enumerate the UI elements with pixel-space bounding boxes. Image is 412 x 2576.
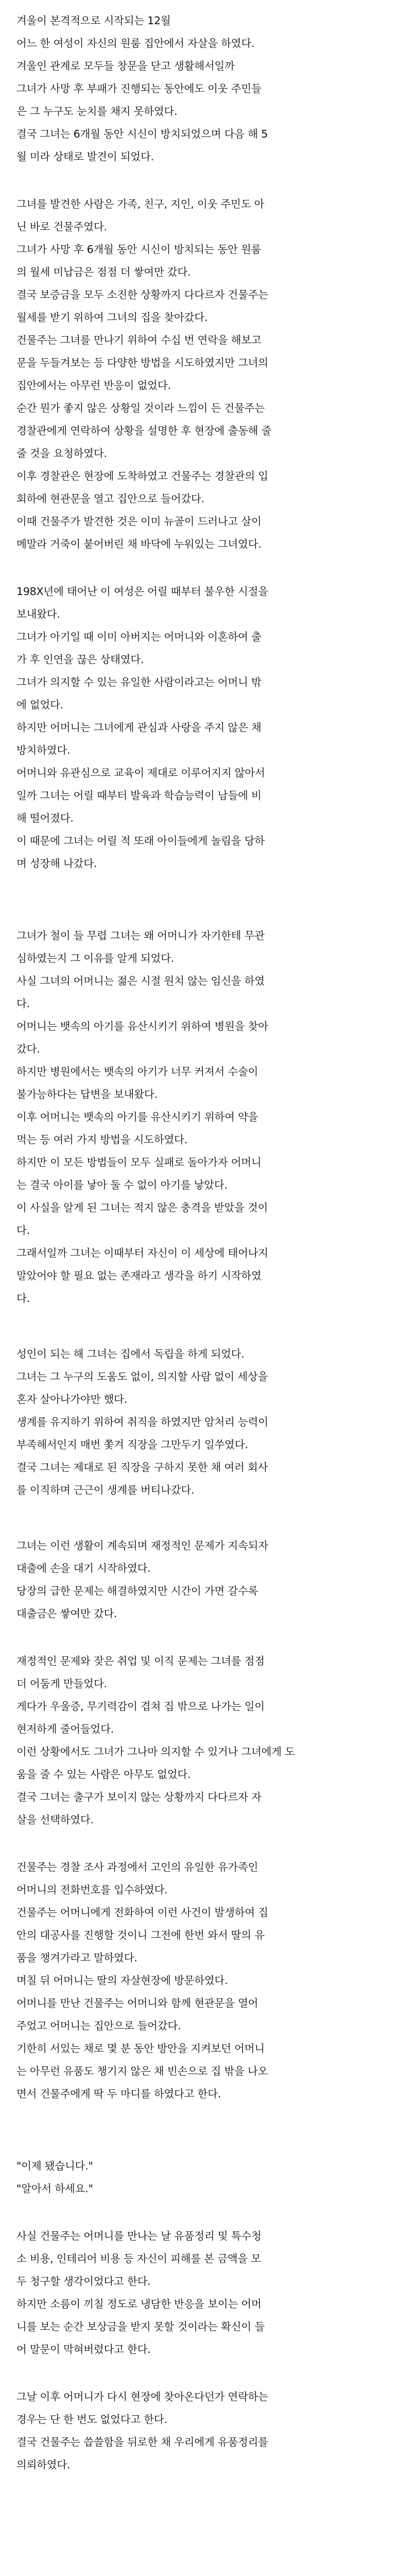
text-line: 198X년에 태어난 이 여성은 어릴 때부터 불우한 시절을 [16,585,268,598]
text-line: 부족해서인지 매번 쫓겨 직장을 그만두기 일쑤였다. [16,1438,248,1451]
article-body [16,9,398,2476]
text-line: 다. [16,1224,30,1236]
paragraph [16,924,398,1310]
text-line: 그녀가 의지할 수 있는 유일한 사람이라고는 어머니 밖 [16,676,262,688]
text-line: 그녀가 사망 후 6개월 동안 시신이 방치되는 동안 원룸 [16,243,262,256]
text-line: 안의 대공사를 진행할 것이니 그전에 한번 와서 딸의 유 [16,1929,265,1941]
paragraph [16,580,398,875]
text-line: 말았어야 할 필요 없는 존재라고 생각을 하기 시작하였 [16,1269,262,1282]
text-line: 하지만 병원에서는 뱃속의 아기가 너무 커져서 수술이 [16,1065,259,1078]
text-line: 며 성장해 나갔다. [16,857,97,870]
text-line: 어 말문이 막혀버렸다고 한다. [16,2343,151,2355]
paragraph-gap [16,2105,398,2155]
text-line: 어머니를 만난 건물주는 어머니와 함께 현관문을 열어 [16,1997,259,2009]
text-line: 기한히 서있는 채로 몇 분 동안 방안을 지켜보던 어머니 [16,2042,265,2055]
text-line: 불가능하다는 답변을 보내왔다. [16,1088,158,1100]
text-line: 어머니는 뱃속의 아기를 유산시키기 위하여 병원을 찾아 [16,1020,268,1032]
text-line: 집안에서는 아무런 반응이 없었다. [16,379,171,392]
paragraph [16,2385,398,2476]
text-line: 는 아무런 유품도 챙기지 않은 채 빈손으로 집 밖을 나오 [16,2065,268,2077]
paragraph [16,2225,398,2361]
text-line: 대출에 손을 대기 시작하였다. [16,1562,151,1574]
text-line: 그래서일까 그녀는 이때부터 자신이 이 세상에 태어나지 [16,1247,268,1259]
paragraph [16,1856,398,2105]
text-line: 어머니의 전화번호를 입수하였다. [16,1884,168,1896]
text-line: 이 사실을 알게 된 그녀는 적지 않은 충격을 받았을 것이 [16,1201,268,1214]
text-line: 일까 그녀는 어릴 때부터 발육과 학습능력이 남들에 비 [16,789,262,802]
text-line: 살을 선택하였다. [16,1814,94,1826]
text-line: 이후 경찰관은 현장에 도착하였고 건물주는 경찰관의 입 [16,470,268,482]
text-line: 의뢰하였다. [16,2459,71,2471]
text-line: 월세를 받기 위하여 그녀의 집을 찾아갔다. [16,311,208,324]
text-line: 게다가 우울증, 무기력감이 겹쳐 집 밖으로 나가는 일이 [16,1700,265,1713]
text-line: 현저하게 줄어들었다. [16,1723,114,1735]
text-line: 사실 그녀의 어머니는 젊은 시절 원치 않는 임신을 하였 [16,975,265,987]
paragraph [16,9,398,168]
text-line: 그날 이후 어머니가 다시 현장에 찾아온다던가 연락하는 [16,2391,268,2403]
text-line: 심하였는지 그 이유를 알게 되었다. [16,952,175,964]
text-line: 그녀를 발견한 사람은 가족, 친구, 지인, 이웃 주민도 아 [16,198,265,210]
text-line: 겨울이 본격적으로 시작되는 12월 [16,14,171,27]
paragraph [16,1343,398,1501]
paragraph-gap [16,168,398,193]
paragraph-gap [16,875,398,924]
text-line: 하지만 소름이 끼칠 정도로 냉담한 반응을 보이는 어머 [16,2298,262,2310]
text-line: 건물주는 경찰 조사 과정에서 고인의 유일한 유가족인 [16,1861,259,1873]
text-line: 줄 것을 요청하였다. [16,447,107,460]
text-line: 이후 어머니는 뱃속의 아기를 유산시키기 위하여 약을 [16,1111,259,1123]
text-line: "알아서 하세요." [16,2182,93,2195]
paragraph-gap [16,2200,398,2225]
text-line: 니를 보는 순간 보상금을 받지 못할 것이라는 확신이 들 [16,2320,265,2333]
text-line: 먹는 등 여러 가지 방법을 시도하였다. [16,1133,187,1146]
text-line: 면서 건물주에게 딱 두 마디를 하였다고 한다. [16,2088,221,2100]
text-line: 성인이 되는 해 그녀는 집에서 독립을 하게 되었다. [16,1348,245,1360]
text-line: 이런 상황에서도 그녀가 그나마 의지할 수 있거나 그녀에게 도 [16,1745,295,1758]
text-line: 움을 줄 수 있는 사람은 아무도 없었다. [16,1768,191,1781]
text-line: 닌 바로 건물주였다. [16,221,107,233]
text-line: 품을 챙겨가라고 말하였다. [16,1952,138,1964]
paragraph-gap [16,1501,398,1534]
text-line: 두 청구할 생각이었다고 한다. [16,2275,151,2287]
text-line: 다. [16,1292,30,1304]
paragraph-gap [16,1310,398,1343]
text-line: 방치하였다. [16,744,71,756]
text-line: 혼자 살아나가야만 했다. [16,1393,127,1405]
text-line: 생계를 유지하기 위하여 취직을 하였지만 암처리 능력이 [16,1416,268,1428]
paragraph-gap [16,1625,398,1650]
text-line: 회하에 현관문을 열고 집안으로 들어갔다. [16,493,204,505]
text-line: 그녀가 사망 후 부패가 진행되는 동안에도 이웃 주민들 [16,82,262,95]
text-line: 대출금은 쌓여만 갔다. [16,1607,117,1620]
paragraph-gap [16,555,398,580]
text-line: 를 이직하며 근근이 생계를 버티나갔다. [16,1484,195,1496]
text-line: 그녀가 철이 들 무렵 그녀는 왜 어머니가 자기한테 무관 [16,929,265,942]
text-line: 갔다. [16,1043,40,1055]
text-line: 결국 보증금을 모두 소진한 상황까지 다다르자 건물주는 [16,289,268,301]
text-line: 어느 한 여성이 자신의 원룸 집안에서 자살을 하였다. [16,37,255,49]
text-line: 문을 두들겨보는 등 다양한 방법을 시도하였지만 그녀의 [16,357,268,369]
text-line: 는 결국 아이를 낳아 둘 수 없이 아기를 낳았다. [16,1179,228,1191]
text-line: 어머니와 유관심으로 교육이 제대로 이루어지지 않아서 [16,767,265,779]
paragraph [16,2155,398,2200]
text-line: 메말라 거죽이 붙어버린 채 바닥에 누워있는 그녀였다. [16,538,262,550]
text-line: 당장의 급한 문제는 해결하였지만 시간이 가면 갈수록 [16,1585,259,1597]
text-line: 더 어둠게 만들었다. [16,1677,107,1690]
text-line: 에 없었다. [16,699,64,711]
text-line: 해 떨어졌다. [16,812,74,824]
text-line: "이제 됐습니다." [16,2160,93,2172]
text-line: 주었고 어머니는 집안으로 들어갔다. [16,2020,181,2032]
text-line: 은 그 누구도 눈치를 채지 못하였다. [16,105,178,117]
text-line: 결국 건물주는 씁쓸함을 뒤로한 채 우리에게 유품정리를 [16,2436,268,2448]
paragraph [16,1650,398,1831]
paragraph-gap [16,1831,398,1856]
text-line: 건물주는 어머니에게 전화하여 이런 사건이 발생하여 집 [16,1906,268,1919]
text-line: 경우는 단 한 번도 없었다고 한다. [16,2413,167,2426]
paragraph-gap [16,2361,398,2385]
text-line: 결국 그녀는 출구가 보이지 않는 상황까지 다다르자 자 [16,1791,262,1803]
text-line: 이 때문에 그녀는 어릴 적 또래 아이들에게 놀림을 당하 [16,835,265,847]
text-line: 결국 그녀는 6개월 동안 시신이 방치되었으며 다음 해 5 [16,128,268,140]
text-line: 그녀는 그 누구의 도움도 없이, 의지할 사람 없이 세상을 [16,1370,268,1383]
paragraph [16,193,398,555]
paragraph [16,1534,398,1625]
text-line: 그녀는 이런 생활이 계속되며 재정적인 문제가 지속되자 [16,1539,268,1552]
text-line: 경찰관에게 연락하여 상황을 설명한 후 현장에 출동해 줄 [16,425,272,437]
text-line: 건물주는 그녀를 만나기 위하여 수십 번 연락을 해보고 [16,334,262,346]
text-line: 하지만 이 모든 방법들이 모두 실패로 돌아가자 어머니 [16,1156,262,1168]
text-line: 며칠 뒤 어머니는 딸의 자살현장에 방문하였다. [16,1974,228,1987]
text-line: 가 후 인연을 끊은 상태였다. [16,653,144,666]
text-line: 하지만 어머니는 그녀에게 관심과 사랑을 주지 않은 채 [16,721,262,734]
text-line: 월 미라 상태로 발견이 되었다. [16,150,154,163]
text-line: 이때 건물주가 발견한 것은 이미 뉴골이 드러나고 살이 [16,515,262,528]
text-line: 결국 그녀는 제대로 된 직장을 구하지 못한 채 여러 회사 [16,1461,268,1473]
text-line: 겨울인 관계로 모두들 창문을 닫고 생활해서일까 [16,60,235,72]
text-line: 다. [16,997,30,1010]
text-line: 재정적인 문제와 잦은 취업 및 이직 문제는 그녀를 점점 [16,1655,265,1667]
text-line: 보내왔다. [16,608,60,620]
text-line: 그녀가 아기일 때 이미 아버지는 어머니와 이혼하여 출 [16,631,262,643]
text-line: 소 비용, 인테리어 비용 등 자신이 피해를 본 금액을 모 [16,2252,261,2265]
text-line: 사실 건물주는 어머니를 만나는 날 유품정리 및 특수청 [16,2230,262,2242]
text-line: 의 월세 미납금은 점점 더 쌓여만 갔다. [16,266,191,278]
text-line: 순간 뭔가 좋지 않은 상황일 것이라 느낌이 든 건물주는 [16,402,265,414]
